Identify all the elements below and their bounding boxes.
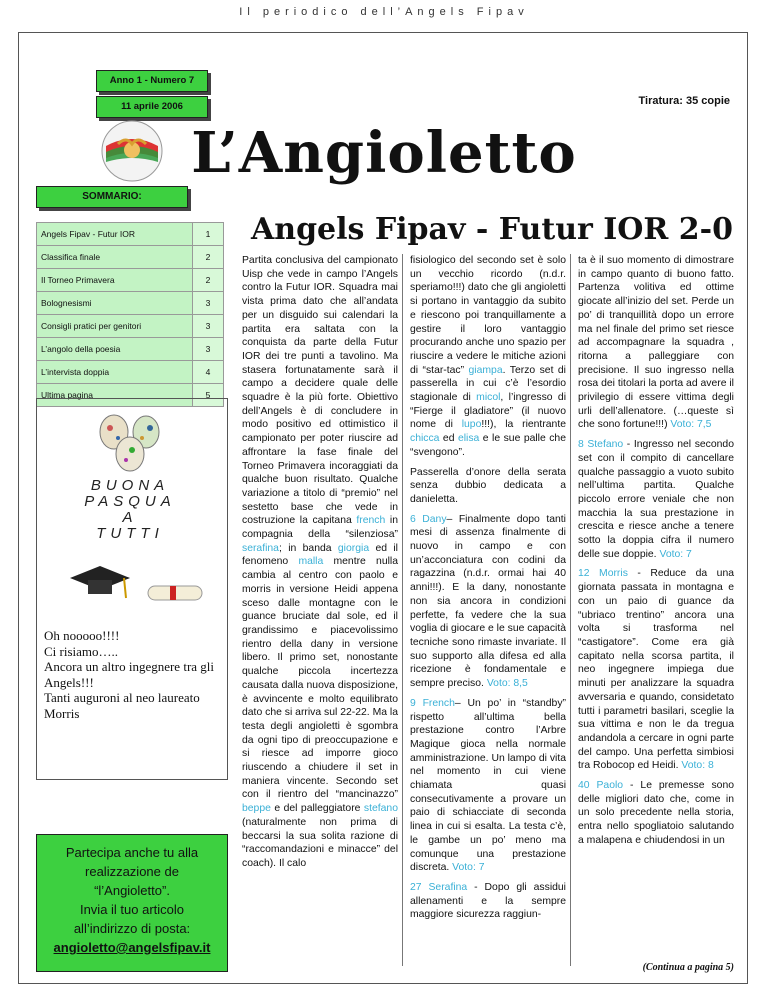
issue-date: 11 aprile 2006	[96, 96, 208, 118]
easter-line: PASQUA	[84, 493, 176, 510]
article-column-1: Partita conclusiva del campionato Uisp che vede in campo l’Angels contro la Futur IOR. Squadra mai vista prima dato che all’andata per un disguido sui calendari la partita era saltata con la conquista da parte della Futur IOR dei tre punti a tavolino. Ma stasera fortunatamente sarà il campo a decidere quale delle squadre è la più forte. Obiettivo dell’Angels è di concludere in modo positivo ed ottimistico il campionato per poter riuscire ad affrontare la fase finale del Torneo Primavera incoraggiati da qualche buon risultato. Qualche variazione a titolo di “premio” nel sestetto base che vede in costruzione la capitana french in compagnia della “silenziosa” serafina; in banda giorgia ed il fenomeno malla mentre nulla cambia al centro con paolo e morris in versione Heidi appena sceso dalle montagne con le guance bruciate dal sole, ed il grandissimo e piacevolissimo rientro della dany in versione libero. Il primo set, nonostante qualche piccola incertezza causata dalla nuova disposizione, è avvincente e molto equilibrato dato che si arriva sul 22-22. Ma la testa degli angioletti è sgombra da ogni tipo di preoccupazione e si riesce ad imporre gioco riuscendo a chiudere il set in maniera vincente. Secondo set con il rientro del “mancinazzo” beppe e del palleggiatore stefano (naturalmente non prima di beccarsi la sua solita razione di “raccomandazioni e minacce” del coach). Il calo	[242, 255, 398, 869]
email-link[interactable]: angioletto@angelsfipav.it	[53, 940, 211, 955]
toc-page: 4	[193, 361, 224, 384]
toc-label: Classifica finale	[37, 246, 193, 269]
toc-label: Consigli pratici per genitori	[37, 315, 193, 338]
toc-label: L’angolo della poesia	[37, 338, 193, 361]
tagline: Il periodico dell’Angels Fipav	[239, 6, 529, 18]
cta-line: Partecipa anche tu alla realizzazione de	[65, 845, 199, 879]
easter-line: A	[122, 509, 138, 526]
toc-page: 1	[193, 223, 224, 246]
print-run: Tiratura: 35 copie	[638, 95, 730, 107]
easter-line: TUTTI	[96, 525, 164, 542]
morris-line: Ci risiamo…..	[44, 643, 119, 659]
toc-label: L’intervista doppia	[37, 361, 193, 384]
article-column-2: fisiologico del secondo set è solo un vecchio ricordo (n.d.r. speriamo!!!) dato che gli angioletti si portano in vantaggio da subito e riescono poi tranquillamente a gestire il loro vantaggio procurando anche uno spazio per riuscire a vedere le mitiche azioni di “star-tac” giampa. Terzo set di passerella in cui c’è l’esordio stagionale di micol, l’ingresso di “Fierge il gladiatore” (il nuovo nome di lupo!!!), la rientrante chicca ed elisa e le sue palle che “svengono”. Passerella d’onore della serata senza dubbio dedicata a danieletta. 6 Dany– Finalmente dopo tanti mesi di assenza finalmente di nuovo in campo e con un’acconciatura con codini da ragazzina (n.d.r. ormai hai 40 anni!!!). E la dany, nonostante non sia ancora in condizioni perfette, fa vedere che la sua voglia di giocare e le sue capacità tecniche sono rimaste invariate. Il suo supporto alla difesa ed alla ricezione è fondamentale e sempre preciso. Voto: 8,5 9 French– Un po’ in “standby” rispetto all’ultima bella prestazione contro l’Arbre Magique gioca nella normale amministrazione. Un lampo di vita nel momento in cui viene chiamata quasi consecutivamente a provare un paio di schiacciate di seconda linea in cui si esalta. La testa c’è, le gambe un po’ meno ma comunque una prestazione discreta. Voto: 7 27 Serafina - Dopo gli assidui allenamenti e la sempre maggiore sicurezza raggiun-	[410, 254, 566, 928]
masthead-title: L’Angioletto	[191, 120, 577, 186]
toc-label: Ultima pagina	[37, 384, 193, 407]
toc-page: 2	[193, 269, 224, 292]
column-divider	[402, 254, 403, 966]
morris-line: Ancora un altro ingegnere tra gli Angels!!!	[44, 659, 215, 690]
contribute-box	[36, 834, 228, 972]
toc-page: 3	[193, 315, 224, 338]
morris-note	[44, 628, 222, 721]
toc-row[interactable]	[37, 315, 224, 338]
column-divider	[570, 254, 571, 966]
toc-label: Il Torneo Primavera	[37, 269, 193, 292]
cta-line: Invia il tuo articolo	[79, 902, 185, 917]
toc-row[interactable]	[37, 269, 224, 292]
article-column-3: ta è il suo momento di dimostrare in campo quanto di buono fatto. Partenza volitiva ed ottime giocate all’inizio del set. Perde un po’ di tranquillità dopo un errore ma nel finale del primo set riesce ad accompagnare la squadra , ritorna a palleggiare con precisione. Il suo ingresso nella rosa dei titolari la porta ad avere il privilegio di essere vittima degli urli dell’allenatore. (…queste sì che sono fortune!!!) Voto: 7,5 8 Stefano - Ingresso nel secondo set con il compito di cancellare qualche passaggio a vuoto subito nell’ultima partita. Qualche piccolo errore veniale che non macchia la sua prestazione in crescita e riesce anche a tenere sotto la doppia cifra il numero delle sue doppie. Voto: 7 12 Morris - Reduce da una giornata passata in montagna e con un paio di guance da “ubriaco trentino” ancora una volta si trasforma nel “castigatore”. Come era già capitato nella scorsa partita, il neo ingegnere impiega due minuti per analizzare la squadra avversaria e quando, considetato tutti i parametri basilari, sceglie la sua vittima e non le da tregua andandola a cercare in ogni parte del campo. Una perfetta simbiosi tra Robocop ed Heidi. Voto: 8 40 Paolo - Le premesse sono delle migliori dato che, come in un solo precedente nella storia, entra nello spogliatoio salutando a malapena e chiudendosi in un	[578, 254, 734, 854]
continued-note: (Continua a pagina 5)	[642, 962, 734, 973]
toc-label: Angels Fipav - Futur IOR	[37, 223, 193, 246]
cta-line: “l’Angioletto”.	[94, 883, 170, 898]
morris-line: Tanti auguroni al neo laureato Morris	[44, 690, 200, 721]
toc-row[interactable]	[37, 361, 224, 384]
morris-line: Oh nooooo!!!!	[44, 628, 120, 643]
toc-row[interactable]	[37, 223, 224, 246]
easter-eggs-image	[84, 410, 180, 474]
table-of-contents	[36, 222, 224, 407]
graduation-cap-image	[60, 556, 210, 620]
toc-row[interactable]	[37, 246, 224, 269]
easter-line: BUONA	[90, 477, 170, 494]
toc-page: 3	[193, 338, 224, 361]
toc-page: 3	[193, 292, 224, 315]
summary-title: SOMMARIO:	[36, 186, 188, 208]
toc-row[interactable]	[37, 292, 224, 315]
toc-page: 2	[193, 246, 224, 269]
cta-line: all’indirizzo di posta:	[73, 921, 191, 936]
issue-number: Anno 1 - Numero 7	[96, 70, 208, 92]
toc-row[interactable]	[37, 338, 224, 361]
toc-page: 5	[193, 384, 224, 407]
toc-label: Bolognesismi	[37, 292, 193, 315]
article-headline: Angels Fipav - Futur IOR 2-0	[250, 212, 733, 247]
easter-greeting	[46, 478, 214, 542]
